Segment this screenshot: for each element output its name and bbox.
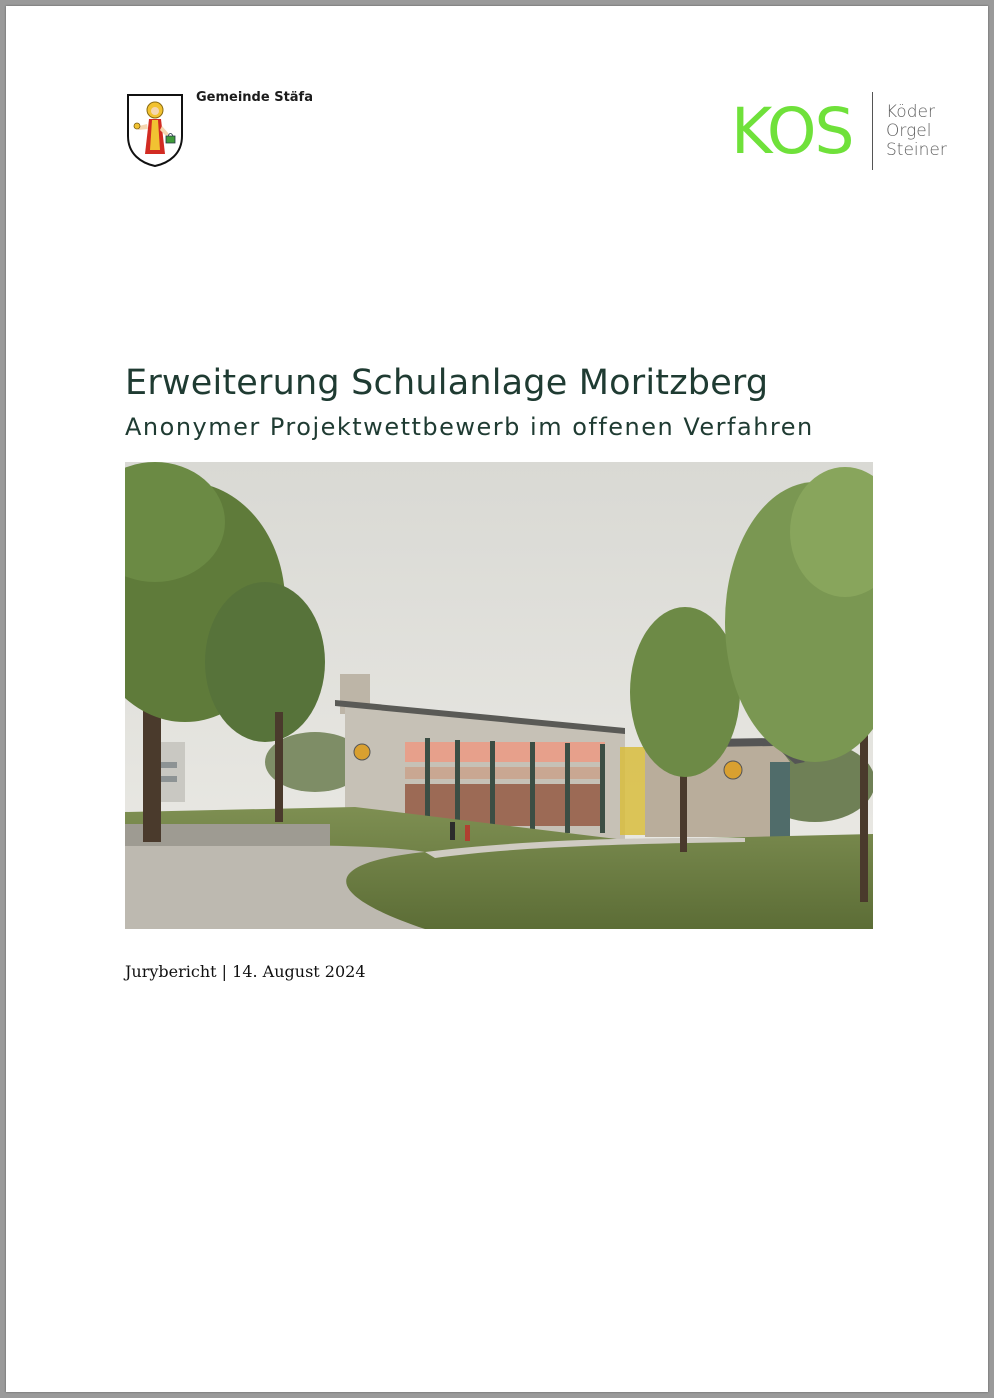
document-page [6, 6, 988, 1392]
firm-logo: KOS [731, 95, 853, 168]
municipality-name: Gemeinde Stäfa [196, 90, 313, 105]
partner-name: Orgel [886, 121, 932, 141]
document-subtitle: Anonymer Projektwettbewerb im offenen Verfahren [125, 413, 814, 441]
architectural-rendering-image [125, 462, 873, 929]
report-caption: Jurybericht | 14. August 2024 [125, 962, 366, 981]
logo-divider [872, 92, 873, 170]
partner-name: Steiner [886, 140, 947, 160]
partner-name: Köder [886, 102, 935, 122]
document-title: Erweiterung Schulanlage Moritzberg [125, 363, 769, 403]
firm-partner-names [886, 103, 947, 160]
coat-of-arms-icon [125, 92, 185, 168]
